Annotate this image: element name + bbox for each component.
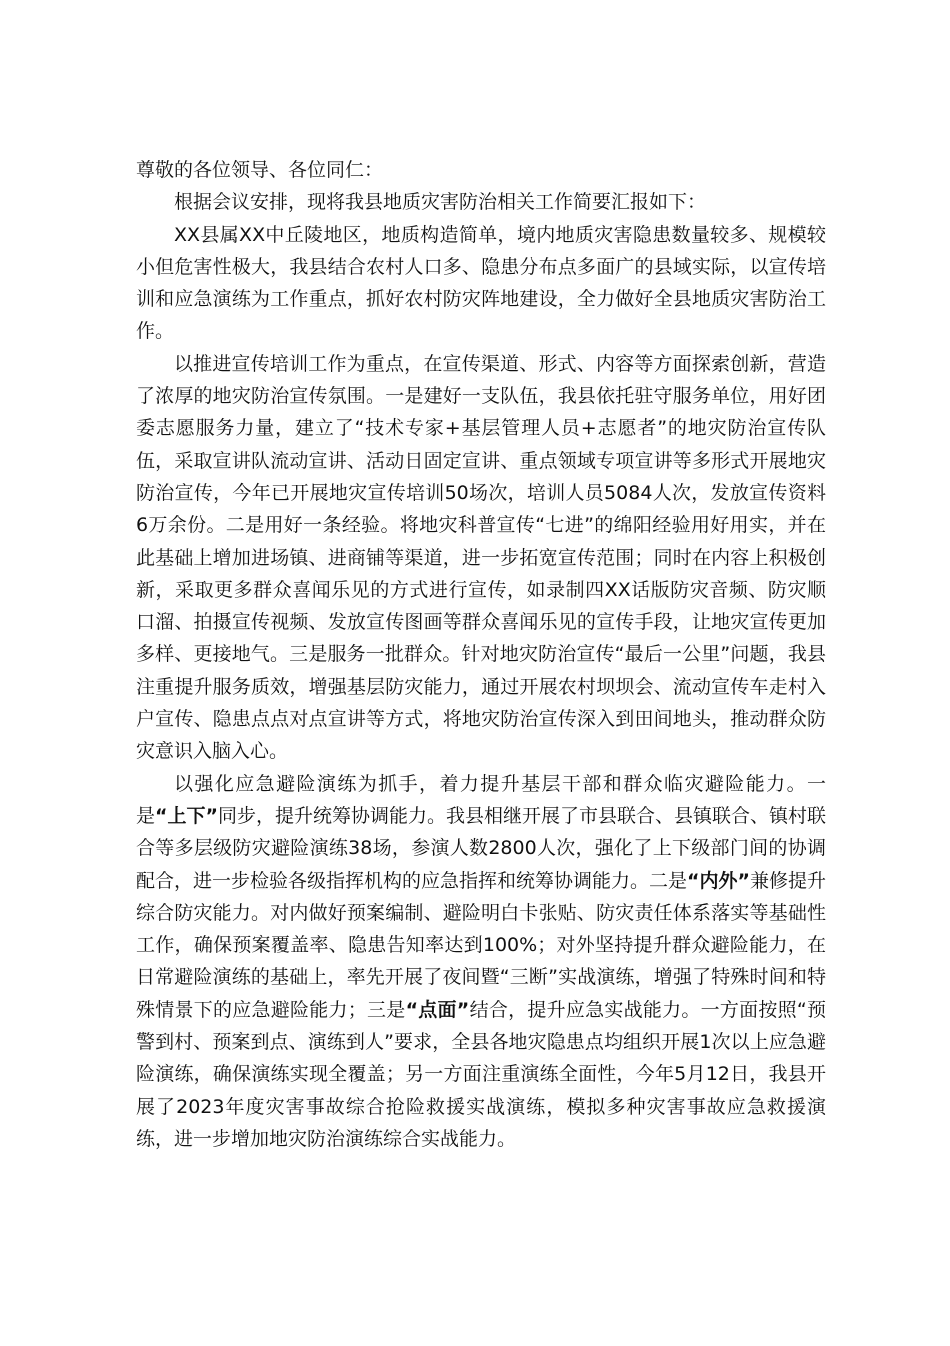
bold-keyword-neiwai: “内外” xyxy=(687,869,750,892)
paragraph-text: 结合，提升应急实战能力。一方面按照“预警到村、预案到点、演练到人”要求，全县各地灾隐患点均组织开展1次以上应急避险演练，确保演练实现全覆盖；另一方面注重演练全面性，今年5月12日，我县开展了2023年度灾害事故综合抢险救援实战演练，模拟多种灾害事故应急救援演练，进一步增加地灾防治演练综合实战能力。 xyxy=(136,998,826,1150)
bold-keyword-shangxia: “上下” xyxy=(155,804,218,827)
paragraph-text: XX县属XX中丘陵地区，地质构造简单，境内地质灾害隐患数量较多、规模较小但危害性极大，我县结合农村人口多、隐患分布点多面广的县域实际，以宣传培训和应急演练为工作重点，抓好农村防灾阵地建设，全力做好全县地质灾害防治工作。 xyxy=(136,223,826,343)
paragraph-publicity-training xyxy=(136,348,826,768)
greeting: 尊敬的各位领导、各位同仁： xyxy=(136,159,384,181)
paragraph-text: 根据会议安排，现将我县地质灾害防治相关工作简要汇报如下： xyxy=(174,191,707,214)
document-body xyxy=(136,154,826,1155)
bold-keyword-dianmian: “点面” xyxy=(405,998,470,1021)
paragraph-overview xyxy=(136,219,826,348)
paragraph-text: 同步，提升统筹协调能力。我县相继开展了市县联合、县镇联合、镇村联合等多层级防灾避险演练38场，参演人数2800人次，强化了上下级部门间的协调配合，进一步检验各级指挥机构的应急指挥和统筹协调能力。二是 xyxy=(136,804,827,892)
paragraph-text: 以强化应急避险演练为抓手，着力提升基层干部和群众临灾避险能力。一是 xyxy=(136,772,826,827)
paragraph-intro xyxy=(136,186,826,218)
paragraph-text: 以推进宣传培训工作为重点，在宣传渠道、形式、内容等方面探索创新，营造了浓厚的地灾防治宣传氛围。一是建好一支队伍，我县依托驻守服务单位，用好团委志愿服务力量，建立了“技术专家+基层管理人员+志愿者”的地灾防治宣传队伍，采取宣讲队流动宣讲、活动日固定宣讲、重点领域专项宣讲等多形式开展地灾防治宣传，今年已开展地灾宣传培训50场次，培训人员5084人次，发放宣传资料6万余份。二是用好一条经验。将地灾科普宣传“七进”的绵阳经验用好用实，并在此基础上增加进场镇、进商铺等渠道，进一步拓宽宣传范围；同时在内容上积极创新，采取更多群众喜闻乐见的方式进行宣传，如录制四XX话版防灾音频、防灾顺口溜、拍摄宣传视频、发放宣传图画等群众喜闻乐见的宣传手段，让地灾宣传更加多样、更接地气。三是服务一批群众。针对地灾防治宣传“最后一公里”问题，我县注重提升服务质效，增强基层防灾能力，通过开展农村坝坝会、流动宣传车走村入户宣传、隐患点点对点宣讲等方式，将地灾防治宣传深入到田间地头，推动群众防灾意识入脑入心。 xyxy=(136,352,826,763)
paragraph-emergency-drills xyxy=(136,768,826,1156)
paragraph-text: 兼修提升综合防灾能力。对内做好预案编制、避险明白卡张贴、防灾责任体系落实等基础性工作，确保预案覆盖率、隐患告知率达到100%；对外坚持提升群众避险能力，在日常避险演练的基础上，率先开展了夜间暨“三断”实战演练，增强了特殊时间和特殊情景下的应急避险能力；三是 xyxy=(136,869,827,1021)
